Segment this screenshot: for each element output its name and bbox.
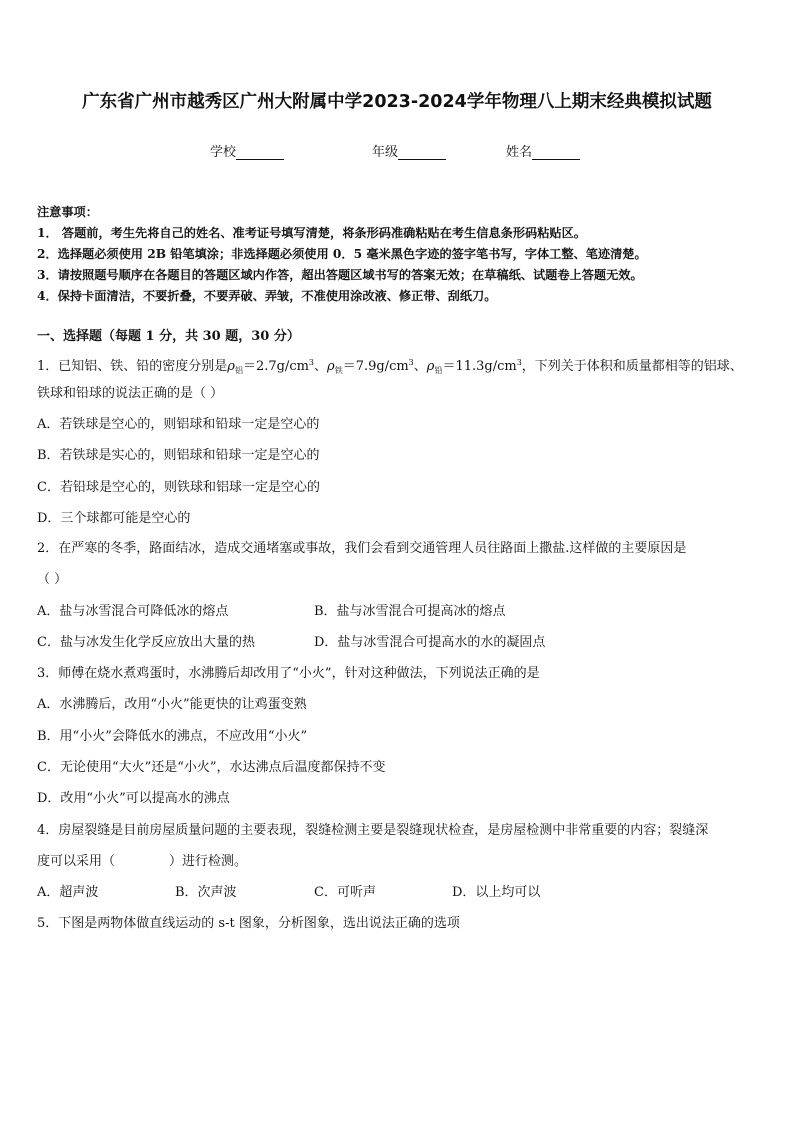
- q4-line2-start: 度可以采用（: [37, 854, 116, 869]
- question-5-stem: 5．下图是两物体做直线运动的 s-t 图象，分析图象，选出说法正确的选项: [37, 916, 460, 931]
- rho-symbol: ρ: [327, 359, 335, 374]
- note-item: 4．保持卡面清洁，不要折叠，不要弄破、弄皱，不准使用涂改液、修正带、刮纸刀。: [37, 289, 497, 303]
- school-label: 学校: [210, 145, 237, 160]
- note-item: 1． 答题前，考生先将自己的姓名、准考证号填写清楚，将条形码准确粘贴在考生信息条形码粘贴区。: [37, 226, 586, 240]
- option-c: C．盐与冰发生化学反应放出大量的热: [37, 635, 255, 650]
- option-a: A．超声波: [37, 885, 99, 900]
- cube-superscript: 3: [408, 358, 414, 367]
- question-2-stem: 2．在严寒的冬季，路面结冰，造成交通堵塞或事故，我们会看到交通管理人员往路面上撒盐.这样做的主要原因是: [37, 541, 687, 556]
- option-b: B．次声波: [175, 885, 237, 900]
- option-c: C．若铅球是空心的，则铁球和铝球一定是空心的: [37, 480, 320, 495]
- q1-prefix: 1．已知铝、铁、铅的密度分别是: [37, 359, 228, 374]
- question-2-stem-line2: （ ）: [37, 572, 68, 587]
- al-subscript: 铝: [234, 366, 243, 375]
- separator: 、: [413, 359, 427, 374]
- q1-suffix: ，下列关于体积和质量都相等的铝球、: [521, 359, 743, 374]
- pb-density: ＝11.3g/cm: [442, 359, 517, 374]
- pb-subscript: 铅: [434, 366, 443, 375]
- note-item: 3．请按照题号顺序在各题目的答题区域内作答，超出答题区域书写的答案无效；在草稿纸、试题卷上答题无效。: [37, 268, 643, 282]
- school-blank[interactable]: [236, 146, 284, 160]
- grade-field: [372, 141, 446, 160]
- option-a: A．水沸腾后，改用“小火”能更快的让鸡蛋变熟: [37, 697, 307, 712]
- rho-symbol: ρ: [227, 359, 235, 374]
- notes-heading: 注意事项：: [37, 205, 98, 219]
- question-1-stem: [37, 354, 743, 380]
- note-item: 2．选择题必须使用 2B 铅笔填涂；非选择题必须使用 0．5 毫米黑色字迹的签字笔书写，字体工整、笔迹清楚。: [37, 247, 647, 261]
- question-1-stem-line2: 铁球和铅球的说法正确的是（ ）: [37, 386, 224, 401]
- cube-superscript: 3: [516, 358, 522, 367]
- section-heading: 一、选择题（每题 1 分，共 30 题，30 分）: [37, 329, 300, 344]
- name-label: 姓名: [506, 145, 533, 160]
- name-field: [506, 141, 580, 160]
- separator: 、: [314, 359, 328, 374]
- question-4-stem-line2: [37, 853, 247, 871]
- rho-symbol: ρ: [426, 359, 435, 374]
- option-c: C．可听声: [314, 885, 376, 900]
- question-3-stem: 3．师傅在烧水煮鸡蛋时，水沸腾后却改用了“小火”，针对这种做法，下列说法正确的是: [37, 666, 540, 681]
- fe-subscript: 铁: [334, 366, 343, 375]
- option-b: B．若铁球是实心的，则铝球和铅球一定是空心的: [37, 448, 320, 463]
- option-b: B．用“小火”会降低水的沸点，不应改用“小火”: [37, 729, 308, 744]
- name-blank[interactable]: [532, 146, 580, 160]
- grade-blank[interactable]: [398, 146, 446, 160]
- cube-superscript: 3: [308, 358, 315, 367]
- option-d: D．改用“小火”可以提高水的沸点: [37, 791, 230, 806]
- option-a: A．盐与冰雪混合可降低冰的熔点: [37, 604, 229, 619]
- fe-density: ＝7.9g/cm: [342, 359, 409, 374]
- school-field: [210, 141, 284, 160]
- option-b: B．盐与冰雪混合可提高冰的熔点: [314, 604, 506, 619]
- page-title: 广东省广州市越秀区广州大附属中学2023-2024学年物理八上期末经典模拟试题: [82, 92, 712, 112]
- grade-label: 年级: [372, 145, 399, 160]
- question-4-stem: 4．房屋裂缝是目前房屋质量问题的主要表现，裂缝检测主要是裂缝现状检查，是房屋检测中非常重要的内容；裂缝深: [37, 823, 709, 838]
- option-d: D．以上均可以: [452, 885, 541, 900]
- option-c: C．无论使用“大火”还是“小火”，水达沸点后温度都保持不变: [37, 760, 386, 775]
- q4-line2-end: ）进行检测。: [169, 854, 248, 869]
- al-density: ＝2.7g/cm: [242, 359, 309, 374]
- option-d: D．盐与冰雪混合可提高水的水的凝固点: [314, 635, 546, 650]
- option-d: D．三个球都可能是空心的: [37, 511, 191, 526]
- option-a: A．若铁球是空心的，则铝球和铅球一定是空心的: [37, 417, 320, 432]
